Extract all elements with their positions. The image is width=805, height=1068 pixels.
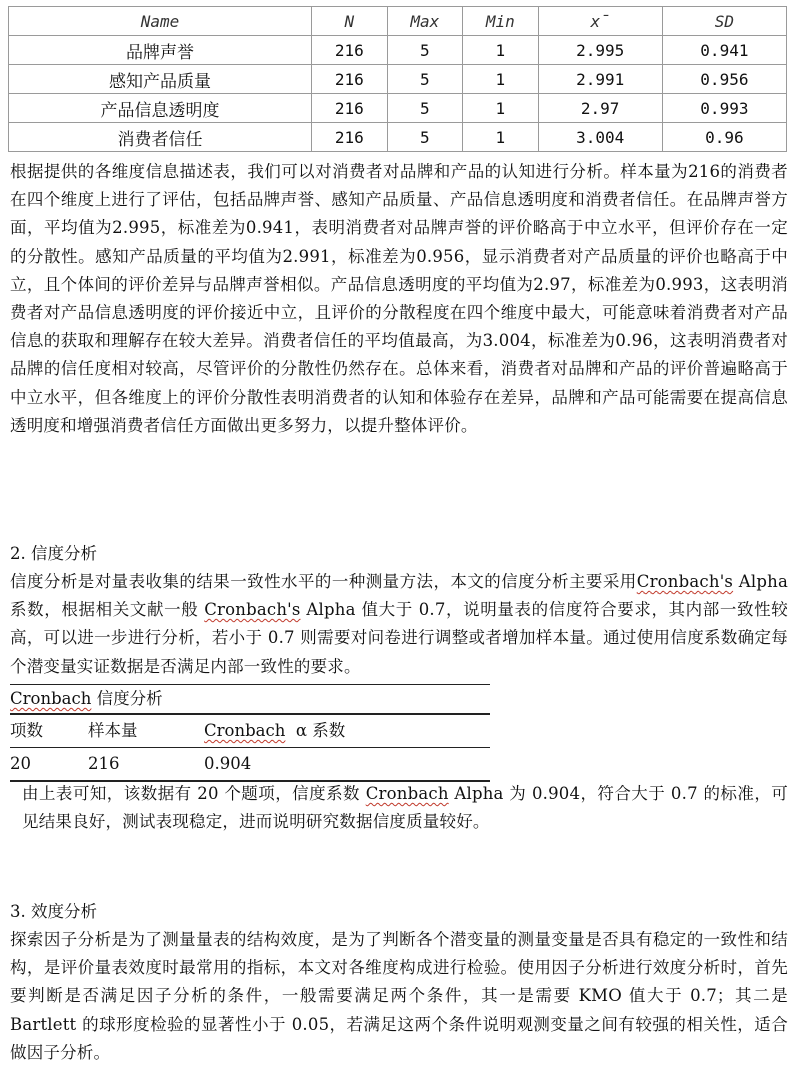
cell-sd: 0.96 <box>662 123 786 152</box>
cell-mean: 2.991 <box>538 65 662 94</box>
cell-mean: 2.995 <box>538 36 662 65</box>
term-cronbachs: Cronbach's <box>204 600 301 620</box>
cell-sd: 0.956 <box>662 65 786 94</box>
section-heading-reliability: 2. 信度分析 <box>10 544 97 563</box>
cell-sample-size: 216 <box>88 754 120 773</box>
cell-sd: 0.941 <box>662 36 786 65</box>
cell-n: 216 <box>312 94 388 123</box>
reliability-text-a: 信度分析是对量表收集的结果一致性水平的一种测量方法，本文的信度分析主要采用 <box>10 572 637 591</box>
term-cronbach: Cronbach <box>365 784 449 803</box>
cronbach-data-row <box>10 748 490 782</box>
cell-min: 1 <box>463 65 539 94</box>
header-max: Max <box>387 7 463 36</box>
cell-min: 1 <box>463 123 539 152</box>
cell-items: 20 <box>10 754 31 773</box>
cell-mean: 3.004 <box>538 123 662 152</box>
header-sd: SD <box>662 7 786 36</box>
descriptive-stats-table <box>8 6 787 152</box>
reliability-conclusion <box>22 780 788 836</box>
cell-max: 5 <box>387 123 463 152</box>
cell-sd: 0.993 <box>662 94 786 123</box>
cell-n: 216 <box>312 65 388 94</box>
cronbach-header-row <box>10 713 490 748</box>
validity-paragraph: 探索因子分析是为了测量量表的结构效度，是为了判断各个潜变量的测量变量是否具有稳定的一致性和结构，是评价量表效度时最常用的指标，本文对各维度构成进行检验。使用因子分析进行效度分析时，首先要判断是否满足因子分析的条件，一般需要满足两个条件，其一是需要 KMO 值大于 0.7；其二是 Bartlett 的球形度检验的显著性小于 0.05，若满足这两个条件说明观测变量之间有较强的相关性，适合做因子分析。 <box>10 930 788 1062</box>
cell-name: 品牌声誉 <box>9 36 312 65</box>
table-row <box>9 65 787 94</box>
term-cronbachs: Cronbach's <box>636 572 734 591</box>
header-n: N <box>312 7 388 36</box>
section-heading-validity: 3. 效度分析 <box>10 902 97 921</box>
header-items: 项数 <box>10 721 43 740</box>
table-row <box>9 94 787 123</box>
cell-n: 216 <box>312 123 388 152</box>
cronbach-title-rest: 信度分析 <box>91 689 163 708</box>
header-alpha <box>204 715 490 747</box>
conclusion-text-a: 由上表可知，该数据有 20 个题项，信度系数 <box>22 784 366 803</box>
cronbach-table-title <box>10 684 490 713</box>
cell-min: 1 <box>463 94 539 123</box>
cell-alpha: 0.904 <box>204 754 252 773</box>
cell-name: 消费者信任 <box>9 123 312 152</box>
header-sample-size: 样本量 <box>88 721 138 740</box>
cell-mean: 2.97 <box>538 94 662 123</box>
header-min: Min <box>463 7 539 36</box>
table-row <box>9 123 787 152</box>
cell-max: 5 <box>387 94 463 123</box>
reliability-text-c: Alpha 值大于 0.7，说明量表的信度符合要求，其内部一致性较高，可以进一步进行分析，若小于 0.7 则需要对问卷进行调整或者增加样本量。通过使用信度系数确定每个潜变量实证数据是否满足内部一致性的要求。 <box>10 600 788 676</box>
analysis-paragraph: 根据提供的各维度信息描述表，我们可以对消费者对品牌和产品的认知进行分析。样本量为216的消费者在四个维度上进行了评估，包括品牌声誉、感知产品质量、产品信息透明度和消费者信任。在品牌声誉方面，平均值为2.995，标准差为0.941，表明消费者对品牌声誉的评价略高于中立水平，但评价存在一定的分散性。感知产品质量的平均值为2.991，标准差为0.956，显示消费者对产品质量的评价也略高于中立，且个体间的评价差异与品牌声誉相似。产品信息透明度的平均值为2.97，标准差为0.993，这表明消费者对产品信息透明度的评价接近中立，且评价的分散程度在四个维度中最大，可能意味着消费者对产品信息的获取和理解存在较大差异。消费者信任的平均值最高，为3.004，标准差为0.96，这表明消费者对品牌的信任度相对较高，尽管评价的分散性仍然存在。总体来看，消费者对品牌和产品的评价普遍略高于中立水平，但各维度上的评价分散性表明消费者的认知和体验存在差异，品牌和产品可能需要在提高信息透明度和增强消费者信任方面做出更多努力，以提升整体评价。 <box>10 162 788 435</box>
header-name: Name <box>9 7 312 36</box>
cell-name: 产品信息透明度 <box>9 94 312 123</box>
term-cronbach: Cronbach <box>10 689 92 708</box>
term-cronbach: Cronbach <box>204 721 286 740</box>
reliability-paragraph <box>10 568 788 681</box>
table-row <box>9 36 787 65</box>
cell-n: 216 <box>312 36 388 65</box>
cell-max: 5 <box>387 36 463 65</box>
cronbach-table <box>10 684 490 782</box>
cell-name: 感知产品质量 <box>9 65 312 94</box>
alpha-label: α 系数 <box>285 721 346 740</box>
reliability-text-b: Alpha 系数，根据相关文献一般 <box>10 572 788 620</box>
header-mean: x̄ <box>538 7 662 36</box>
cell-max: 5 <box>387 65 463 94</box>
table-header-row <box>9 7 787 36</box>
cell-min: 1 <box>463 36 539 65</box>
conclusion-text-b: Alpha 为 0.904，符合大于 0.7 的标准，可见结果良好，测试表现稳定，进而说明研究数据信度质量较好。 <box>22 784 788 832</box>
